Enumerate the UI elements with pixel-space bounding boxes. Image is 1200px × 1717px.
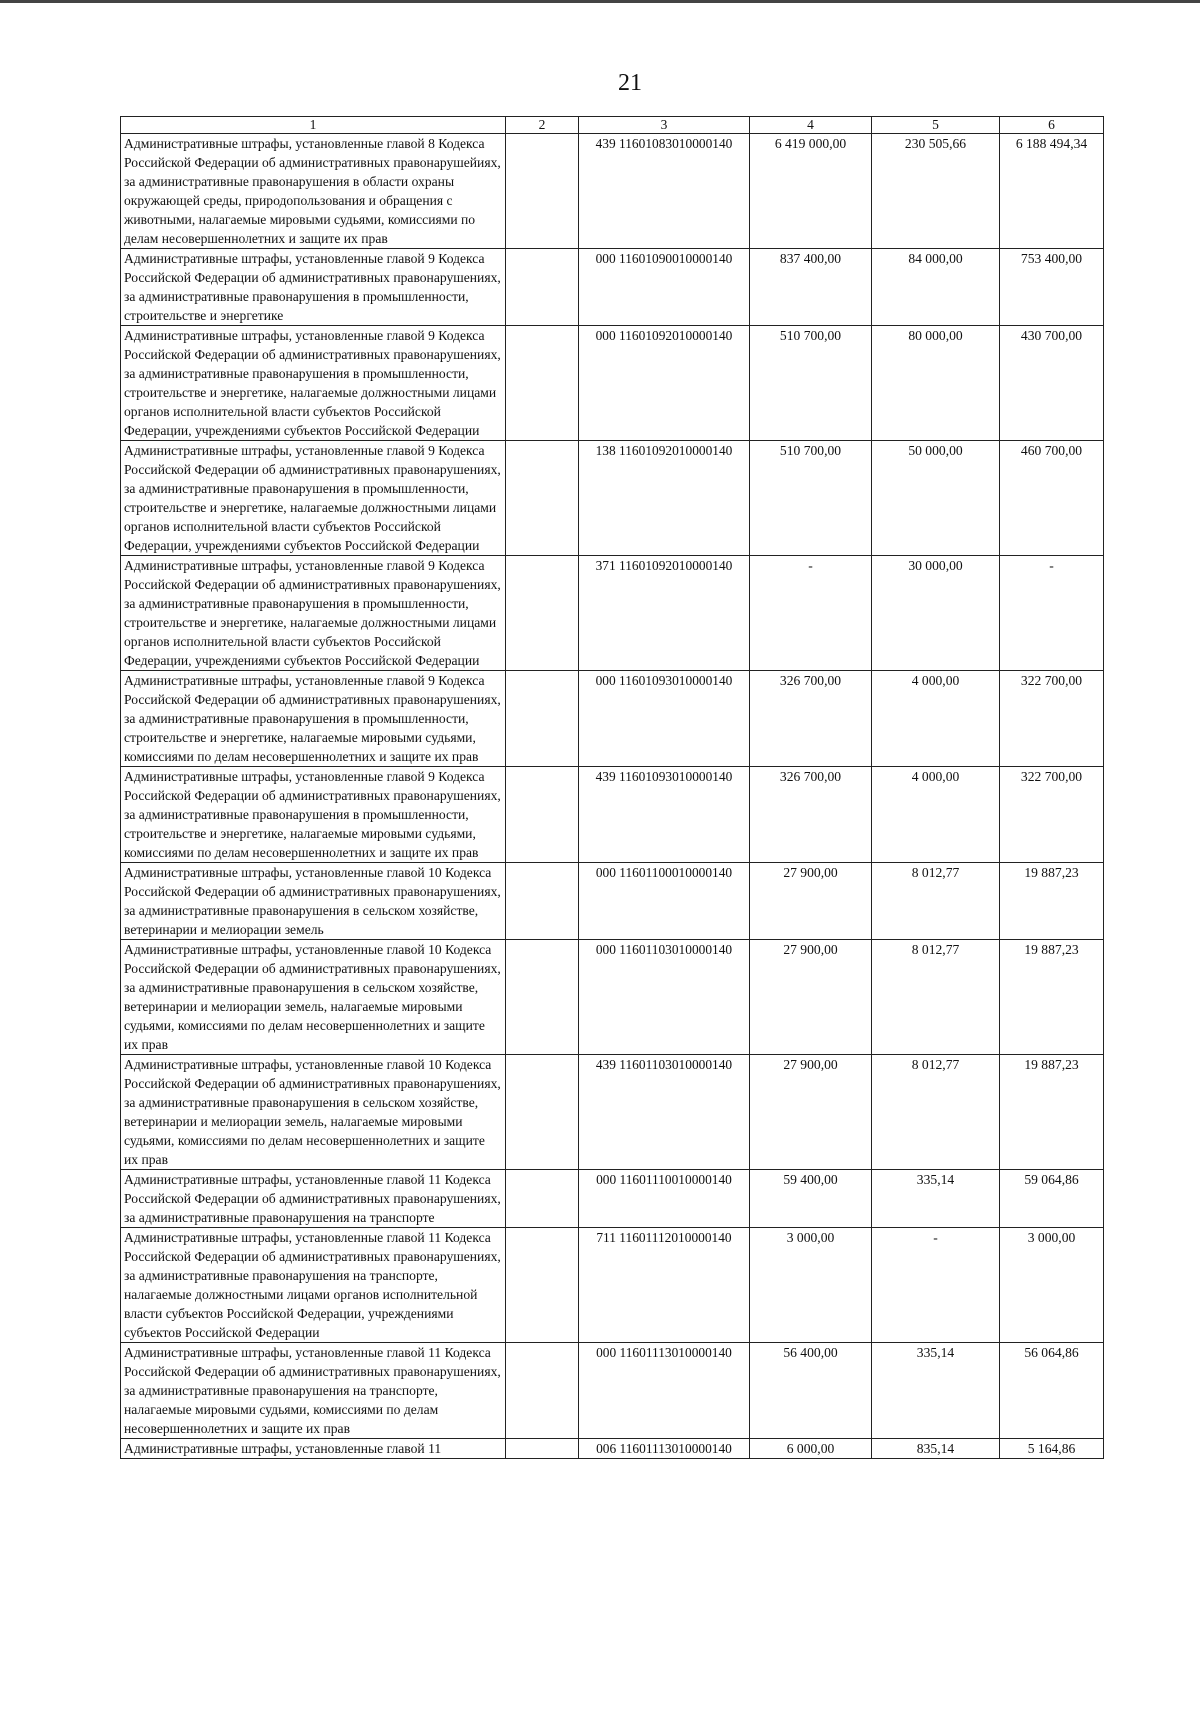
- row-description: Административные штрафы, установленные главой 11 Кодекса Российской Федерации об административных правонарушениях, за административные правонарушения на транспорте, налагаемые мировыми судьями, комиссиями по делам несовершеннолетних и защите их прав: [121, 1343, 506, 1439]
- row-description: Административные штрафы, установленные главой 9 Кодекса Российской Федерации об административных правонарушениях, за административные правонарушения в промышленности, строительстве и энергетике, налагаемые должностными лицами органов исполнительной власти субъектов Российской Федерации, учреждениями субъектов Российской Федерации: [121, 326, 506, 441]
- table-row: [121, 1055, 1104, 1170]
- value-column-6: 19 887,23: [1000, 863, 1104, 940]
- budget-classification-code: 006 11601113010000140: [579, 1439, 750, 1459]
- budget-classification-code: 138 11601092010000140: [579, 441, 750, 556]
- value-column-5: 835,14: [872, 1439, 1000, 1459]
- value-column-6: 19 887,23: [1000, 1055, 1104, 1170]
- column-header: 4: [750, 117, 872, 134]
- header-row: [121, 117, 1104, 134]
- table-row: [121, 326, 1104, 441]
- value-column-5: 335,14: [872, 1343, 1000, 1439]
- column-header: 1: [121, 117, 506, 134]
- column-header: 6: [1000, 117, 1104, 134]
- budget-classification-code: 439 11601083010000140: [579, 134, 750, 249]
- budget-classification-code: 371 11601092010000140: [579, 556, 750, 671]
- column-header: 2: [506, 117, 579, 134]
- value-column-6: 430 700,00: [1000, 326, 1104, 441]
- row-description: Административные штрафы, установленные главой 10 Кодекса Российской Федерации об административных правонарушениях, за административные правонарушения в сельском хозяйстве, ветеринарии и мелиорации земель, налагаемые мировыми судьями, комиссиями по делам несовершеннолетних и защите их прав: [121, 1055, 506, 1170]
- table-row: [121, 134, 1104, 249]
- table-row: [121, 767, 1104, 863]
- table-row: [121, 441, 1104, 556]
- row-description: Административные штрафы, установленные главой 10 Кодекса Российской Федерации об административных правонарушениях, за административные правонарушения в сельском хозяйстве, ветеринарии и мелиорации земель, налагаемые мировыми судьями, комиссиями по делам несовершеннолетних и защите их прав: [121, 940, 506, 1055]
- value-column-5: 4 000,00: [872, 671, 1000, 767]
- table-row: [121, 1228, 1104, 1343]
- table-row: [121, 556, 1104, 671]
- value-column-4: 27 900,00: [750, 1055, 872, 1170]
- value-column-6: 5 164,86: [1000, 1439, 1104, 1459]
- value-column-5: 8 012,77: [872, 940, 1000, 1055]
- table-row: [121, 863, 1104, 940]
- budget-classification-code: 711 11601112010000140: [579, 1228, 750, 1343]
- budget-classification-code: 439 11601103010000140: [579, 1055, 750, 1170]
- value-column-4: -: [750, 556, 872, 671]
- budget-table: [120, 116, 1104, 1459]
- row-description: Административные штрафы, установленные главой 9 Кодекса Российской Федерации об административных правонарушениях, за административные правонарушения в промышленности, строительстве и энергетике, налагаемые мировыми судьями, комиссиями по делам несовершеннолетних и защите их прав: [121, 671, 506, 767]
- row-description: Административные штрафы, установленные главой 9 Кодекса Российской Федерации об административных правонарушениях, за административные правонарушения в промышленности, строительстве и энергетике, налагаемые должностными лицами органов исполнительной власти субъектов Российской Федерации, учреждениями субъектов Российской Федерации: [121, 556, 506, 671]
- table-row: [121, 940, 1104, 1055]
- value-column-6: 19 887,23: [1000, 940, 1104, 1055]
- value-column-5: 230 505,66: [872, 134, 1000, 249]
- value-column-4: 510 700,00: [750, 441, 872, 556]
- value-column-4: 510 700,00: [750, 326, 872, 441]
- column-header: 5: [872, 117, 1000, 134]
- row-column-2: [506, 671, 579, 767]
- budget-classification-code: 000 11601110010000140: [579, 1170, 750, 1228]
- value-column-5: 84 000,00: [872, 249, 1000, 326]
- row-column-2: [506, 1343, 579, 1439]
- value-column-4: 27 900,00: [750, 940, 872, 1055]
- budget-classification-code: 000 11601113010000140: [579, 1343, 750, 1439]
- value-column-6: 6 188 494,34: [1000, 134, 1104, 249]
- value-column-4: 56 400,00: [750, 1343, 872, 1439]
- row-description: Административные штрафы, установленные главой 11 Кодекса Российской Федерации об административных правонарушениях, за административные правонарушения на транспорте: [121, 1170, 506, 1228]
- value-column-4: 837 400,00: [750, 249, 872, 326]
- value-column-5: 4 000,00: [872, 767, 1000, 863]
- budget-classification-code: 000 11601092010000140: [579, 326, 750, 441]
- row-column-2: [506, 863, 579, 940]
- value-column-4: 6 000,00: [750, 1439, 872, 1459]
- value-column-4: 326 700,00: [750, 767, 872, 863]
- value-column-4: 3 000,00: [750, 1228, 872, 1343]
- value-column-6: 3 000,00: [1000, 1228, 1104, 1343]
- value-column-4: 6 419 000,00: [750, 134, 872, 249]
- row-column-2: [506, 556, 579, 671]
- value-column-6: 59 064,86: [1000, 1170, 1104, 1228]
- budget-classification-code: 000 11601100010000140: [579, 863, 750, 940]
- value-column-4: 59 400,00: [750, 1170, 872, 1228]
- table-row: [121, 1439, 1104, 1459]
- value-column-5: 50 000,00: [872, 441, 1000, 556]
- row-column-2: [506, 1170, 579, 1228]
- value-column-6: -: [1000, 556, 1104, 671]
- value-column-6: 753 400,00: [1000, 249, 1104, 326]
- top-border-line: [0, 0, 1200, 3]
- value-column-4: 27 900,00: [750, 863, 872, 940]
- value-column-5: -: [872, 1228, 1000, 1343]
- table-row: [121, 1170, 1104, 1228]
- value-column-5: 8 012,77: [872, 863, 1000, 940]
- row-description: Административные штрафы, установленные главой 9 Кодекса Российской Федерации об административных правонарушениях, за административные правонарушения в промышленности, строительстве и энергетике, налагаемые мировыми судьями, комиссиями по делам несовершеннолетних и защите их прав: [121, 767, 506, 863]
- budget-classification-code: 000 11601103010000140: [579, 940, 750, 1055]
- row-column-2: [506, 249, 579, 326]
- row-column-2: [506, 767, 579, 863]
- budget-classification-code: 000 11601093010000140: [579, 671, 750, 767]
- row-description: Административные штрафы, установленные главой 9 Кодекса Российской Федерации об административных правонарушениях, за административные правонарушения в промышленности, строительстве и энергетике: [121, 249, 506, 326]
- table-row: [121, 249, 1104, 326]
- row-column-2: [506, 1055, 579, 1170]
- value-column-6: 460 700,00: [1000, 441, 1104, 556]
- budget-classification-code: 000 11601090010000140: [579, 249, 750, 326]
- row-description: Административные штрафы, установленные главой 11: [121, 1439, 506, 1459]
- row-description: Административные штрафы, установленные главой 10 Кодекса Российской Федерации об административных правонарушениях, за административные правонарушения в сельском хозяйстве, ветеринарии и мелиорации земель: [121, 863, 506, 940]
- value-column-5: 8 012,77: [872, 1055, 1000, 1170]
- row-description: Административные штрафы, установленные главой 9 Кодекса Российской Федерации об административных правонарушениях, за административные правонарушения в промышленности, строительстве и энергетике, налагаемые должностными лицами органов исполнительной власти субъектов Российской Федерации, учреждениями субъектов Российской Федерации: [121, 441, 506, 556]
- value-column-5: 80 000,00: [872, 326, 1000, 441]
- value-column-4: 326 700,00: [750, 671, 872, 767]
- value-column-6: 322 700,00: [1000, 767, 1104, 863]
- column-header: 3: [579, 117, 750, 134]
- row-description: Административные штрафы, установленные главой 8 Кодекса Российской Федерации об административных правонарушейиях, за административные правонарушения в области охраны окружающей среды, природопользования и обращения с животными, налагаемые мировыми судьями, комиссиями по делам несовершеннолетних и защите их прав: [121, 134, 506, 249]
- row-column-2: [506, 326, 579, 441]
- budget-classification-code: 439 11601093010000140: [579, 767, 750, 863]
- row-description: Административные штрафы, установленные главой 11 Кодекса Российской Федерации об административных правонарушениях, за административные правонарушения на транспорте, налагаемые должностными лицами органов исполнительной власти субъектов Российской Федерации, учреждениями субъектов Российской Федерации: [121, 1228, 506, 1343]
- table-row: [121, 671, 1104, 767]
- row-column-2: [506, 134, 579, 249]
- value-column-6: 322 700,00: [1000, 671, 1104, 767]
- row-column-2: [506, 1228, 579, 1343]
- row-column-2: [506, 940, 579, 1055]
- table-row: [121, 1343, 1104, 1439]
- page-number: 21: [618, 70, 642, 96]
- value-column-5: 335,14: [872, 1170, 1000, 1228]
- row-column-2: [506, 441, 579, 556]
- row-column-2: [506, 1439, 579, 1459]
- value-column-6: 56 064,86: [1000, 1343, 1104, 1439]
- value-column-5: 30 000,00: [872, 556, 1000, 671]
